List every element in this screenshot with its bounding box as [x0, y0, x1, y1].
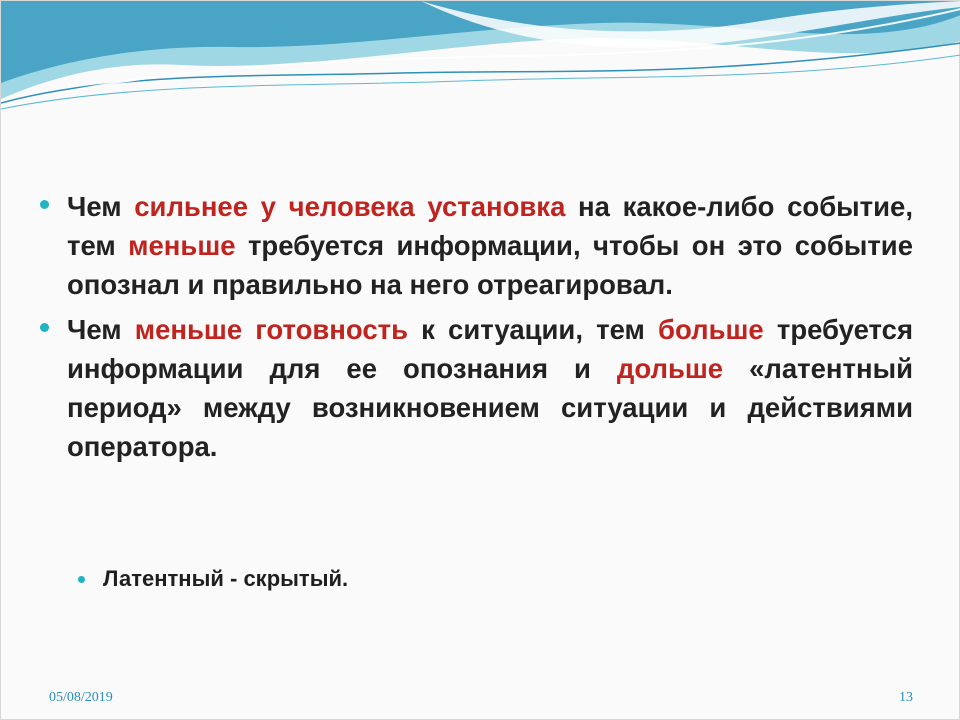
bullet-1-highlight-1: сильнее у человека установка	[134, 191, 566, 222]
bullet-2-highlight-3: дольше	[616, 353, 724, 384]
bullet-1-highlight-2: меньше	[128, 230, 236, 261]
bullet-1-segment-5: требуется информации, чтобы он это событие опознал и правильно на него отреагировал.	[67, 230, 913, 300]
bullet-2-segment-5: требуется информации для ее опознания и	[67, 314, 913, 384]
bullet-1-segment-3: на какое-либо событие, тем	[67, 191, 913, 261]
bullet-dot-icon	[40, 323, 49, 332]
bullet-item-1	[67, 187, 913, 304]
slide-number: 13	[899, 690, 913, 705]
bullet-2-highlight-2: больше	[658, 314, 764, 345]
bullet-2-segment-3: к ситуации, тем	[408, 314, 659, 345]
note-item	[103, 566, 348, 592]
bullet-2-highlight-1: меньше готовность	[134, 314, 408, 345]
bullet-list	[67, 187, 913, 472]
note-text: Латентный - скрытый.	[103, 566, 349, 591]
bullet-2-segment-7: «латентный период» между возникновением ситуации и действиями оператора.	[67, 353, 913, 462]
header-wave-decoration	[1, 1, 960, 121]
bullet-2-segment-1: Чем	[67, 314, 135, 345]
bullet-dot-icon	[78, 576, 85, 583]
bullet-item-2	[67, 310, 913, 466]
footer-date: 05/08/2019	[49, 690, 113, 705]
bullet-dot-icon	[40, 200, 49, 209]
bullet-1-segment-1: Чем	[67, 191, 135, 222]
